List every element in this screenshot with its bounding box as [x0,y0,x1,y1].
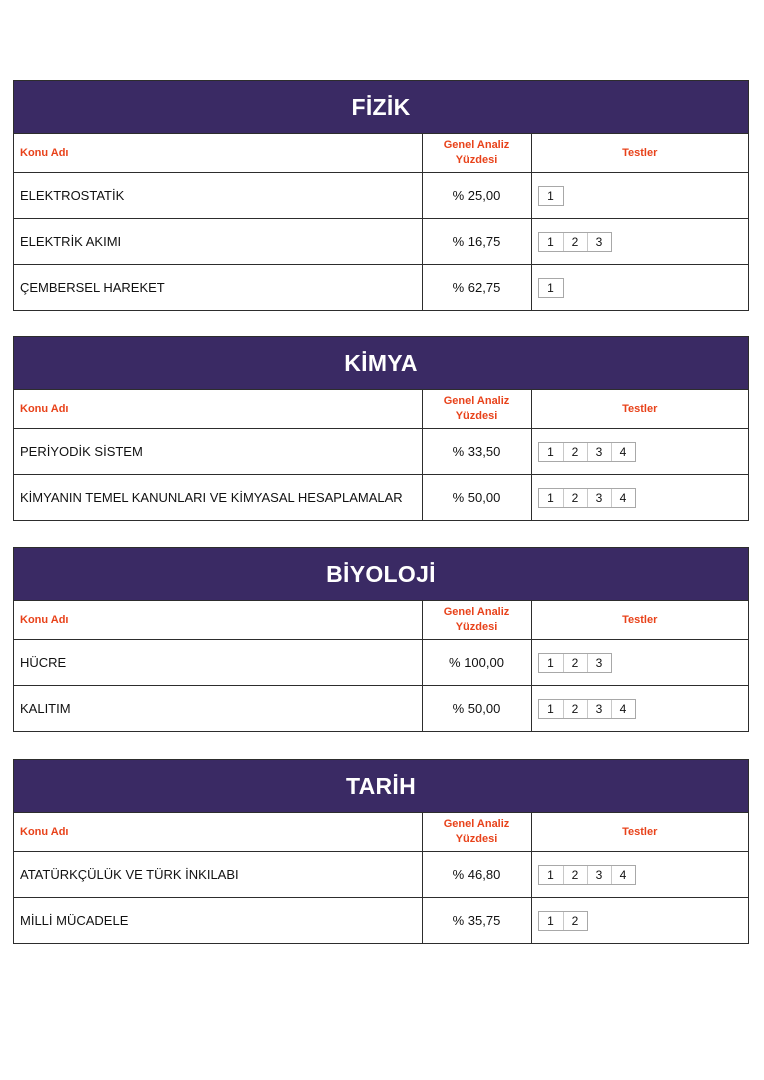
subject-section [13,759,749,944]
analysis-percentage: % 33,50 [422,429,531,475]
tests-cell [531,640,748,686]
analysis-percentage: % 25,00 [422,173,531,219]
topic-name: ELEKTROSTATİK [14,173,422,219]
column-header-percentage-line2: Yüzdesi [455,621,498,633]
table-row [14,429,748,475]
test-buttons [538,911,588,931]
table-header-row [14,134,748,173]
table-row [14,265,748,311]
tests-cell [531,429,748,475]
analysis-percentage: % 35,75 [422,898,531,944]
topic-table [14,813,748,943]
test-button[interactable]: 2 [563,866,587,884]
column-header-tests: Testler [531,390,748,429]
column-header-percentage-line2: Yüzdesi [455,833,498,845]
test-button[interactable]: 1 [547,280,554,295]
test-button[interactable]: 2 [563,654,587,672]
analysis-percentage: % 50,00 [422,475,531,521]
test-button[interactable]: 3 [587,654,611,672]
column-header-topic: Konu Adı [20,826,69,838]
tests-cell [531,898,748,944]
table-header-row [14,813,748,852]
test-buttons [538,278,564,298]
tests-cell [531,219,748,265]
topic-table [14,601,748,731]
topic-table [14,134,748,310]
analysis-percentage: % 46,80 [422,852,531,898]
column-header-tests: Testler [531,601,748,640]
test-buttons [538,653,612,673]
column-header-percentage [422,601,531,640]
test-button[interactable]: 1 [547,444,554,459]
test-button[interactable]: 1 [547,234,554,249]
section-title: TARİH [14,760,748,813]
analysis-percentage: % 16,75 [422,219,531,265]
section-title: KİMYA [14,337,748,390]
column-header-percentage-line2: Yüzdesi [455,410,498,422]
test-button[interactable]: 2 [563,489,587,507]
test-button[interactable]: 3 [587,700,611,718]
tests-cell [531,852,748,898]
column-header-percentage [422,134,531,173]
column-header-topic: Konu Adı [20,403,69,415]
table-header-row [14,390,748,429]
section-title: FİZİK [14,81,748,134]
test-button[interactable]: 2 [563,443,587,461]
column-header-percentage-line1: Genel Analiz [443,606,510,618]
test-button[interactable]: 4 [611,489,635,507]
test-button[interactable]: 2 [563,912,587,930]
tests-cell [531,173,748,219]
test-button[interactable]: 2 [563,233,587,251]
test-button[interactable]: 3 [587,233,611,251]
test-button[interactable]: 1 [547,188,554,203]
column-header-percentage-line1: Genel Analiz [443,139,510,151]
column-header-tests: Testler [531,813,748,852]
test-button[interactable]: 4 [611,443,635,461]
tests-cell [531,686,748,732]
test-button[interactable]: 3 [587,489,611,507]
topic-name: MİLLİ MÜCADELE [14,898,422,944]
topic-name: HÜCRE [14,640,422,686]
test-button[interactable]: 1 [547,913,554,928]
tests-cell [531,475,748,521]
column-header-topic: Konu Adı [20,147,69,159]
test-button[interactable]: 1 [547,701,554,716]
topic-name: KALITIM [14,686,422,732]
column-header-percentage-line1: Genel Analiz [443,395,510,407]
topic-table [14,390,748,520]
topic-name: ELEKTRİK AKIMI [14,219,422,265]
test-buttons [538,442,636,462]
table-row [14,475,748,521]
table-row [14,173,748,219]
test-buttons [538,699,636,719]
analysis-percentage: % 62,75 [422,265,531,311]
column-header-percentage [422,813,531,852]
test-button[interactable]: 3 [587,866,611,884]
tests-cell [531,265,748,311]
test-button[interactable]: 1 [547,655,554,670]
test-button[interactable]: 3 [587,443,611,461]
table-row [14,852,748,898]
topic-name: ATATÜRKÇÜLÜK VE TÜRK İNKILABI [14,852,422,898]
test-buttons [538,865,636,885]
column-header-percentage [422,390,531,429]
topic-name: PERİYODİK SİSTEM [14,429,422,475]
test-button[interactable]: 1 [547,490,554,505]
test-button[interactable]: 4 [611,700,635,718]
column-header-percentage-line2: Yüzdesi [455,154,498,166]
column-header-percentage-line1: Genel Analiz [443,818,510,830]
test-button[interactable]: 2 [563,700,587,718]
subject-section [13,336,749,521]
analysis-percentage: % 100,00 [422,640,531,686]
test-buttons [538,488,636,508]
table-row [14,219,748,265]
column-header-topic: Konu Adı [20,614,69,626]
subject-section [13,547,749,732]
column-header-tests: Testler [531,134,748,173]
test-buttons [538,232,612,252]
test-buttons [538,186,564,206]
subject-section [13,80,749,311]
table-row [14,640,748,686]
test-button[interactable]: 4 [611,866,635,884]
analysis-percentage: % 50,00 [422,686,531,732]
section-title: BİYOLOJİ [14,548,748,601]
table-row [14,898,748,944]
test-button[interactable]: 1 [547,867,554,882]
topic-name: ÇEMBERSEL HAREKET [14,265,422,311]
table-header-row [14,601,748,640]
topic-name: KİMYANIN TEMEL KANUNLARI VE KİMYASAL HESAPLAMALAR [14,475,422,521]
table-row [14,686,748,732]
